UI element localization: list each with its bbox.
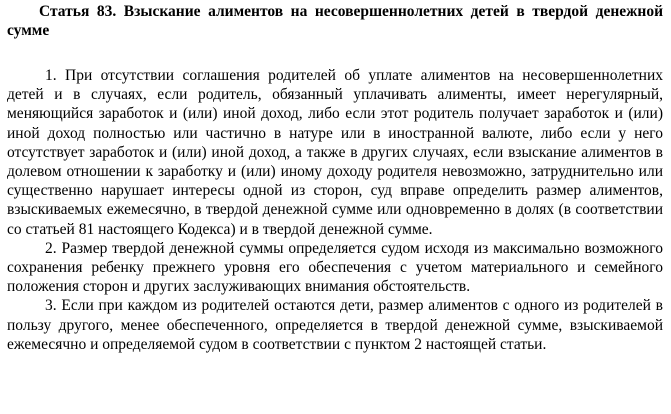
heading-spacer <box>7 40 663 66</box>
paragraph-3: 3. Если при каждом из родителей остаются дети, размер алиментов с одного из родителей в пользу другого, менее обеспеченного, определяется в твердой денежной сумме, взыскиваемой ежемесячно и определяемой судом в соответствии с пунктом 2 настоящей статьи. <box>7 297 663 353</box>
paragraph-2: 2. Размер твердой денежной суммы определяется судом исходя из максимально возможного сохранения ребенку прежнего уровня его обеспечения с учетом материального и семейного положения сторон и других заслуживающих внимания обстоятельств. <box>7 239 663 296</box>
article-heading: Статья 83. Взыскание алиментов на несовершеннолетних детей в твердой денежной сумме <box>7 3 663 39</box>
paragraph-1: 1. При отсутствии соглашения родителей об уплате алиментов на несовершеннолетних детей и в случаях, если родитель, обязанный уплачивать алименты, имеет нерегулярный, меняющийся заработок и (или) иной доход, либо если этот родитель получает заработок и (или) иной доход полностью или частично в натуре или в иностранной валюте, либо если у него отсутствует заработок и (или) иной доход, а также в других случаях, если взыскание алиментов в долевом отношении к заработку и (или) иному доходу родителя невозможно, затруднительно или существенно нарушает интересы одной из сторон, суд вправе определить размер алиментов, взыскиваемых ежемесячно, в твердой денежной сумме или одновременно в долях (в соответствии со статьей 81 настоящего Кодекса) и в твердой денежной сумме. <box>7 67 663 238</box>
